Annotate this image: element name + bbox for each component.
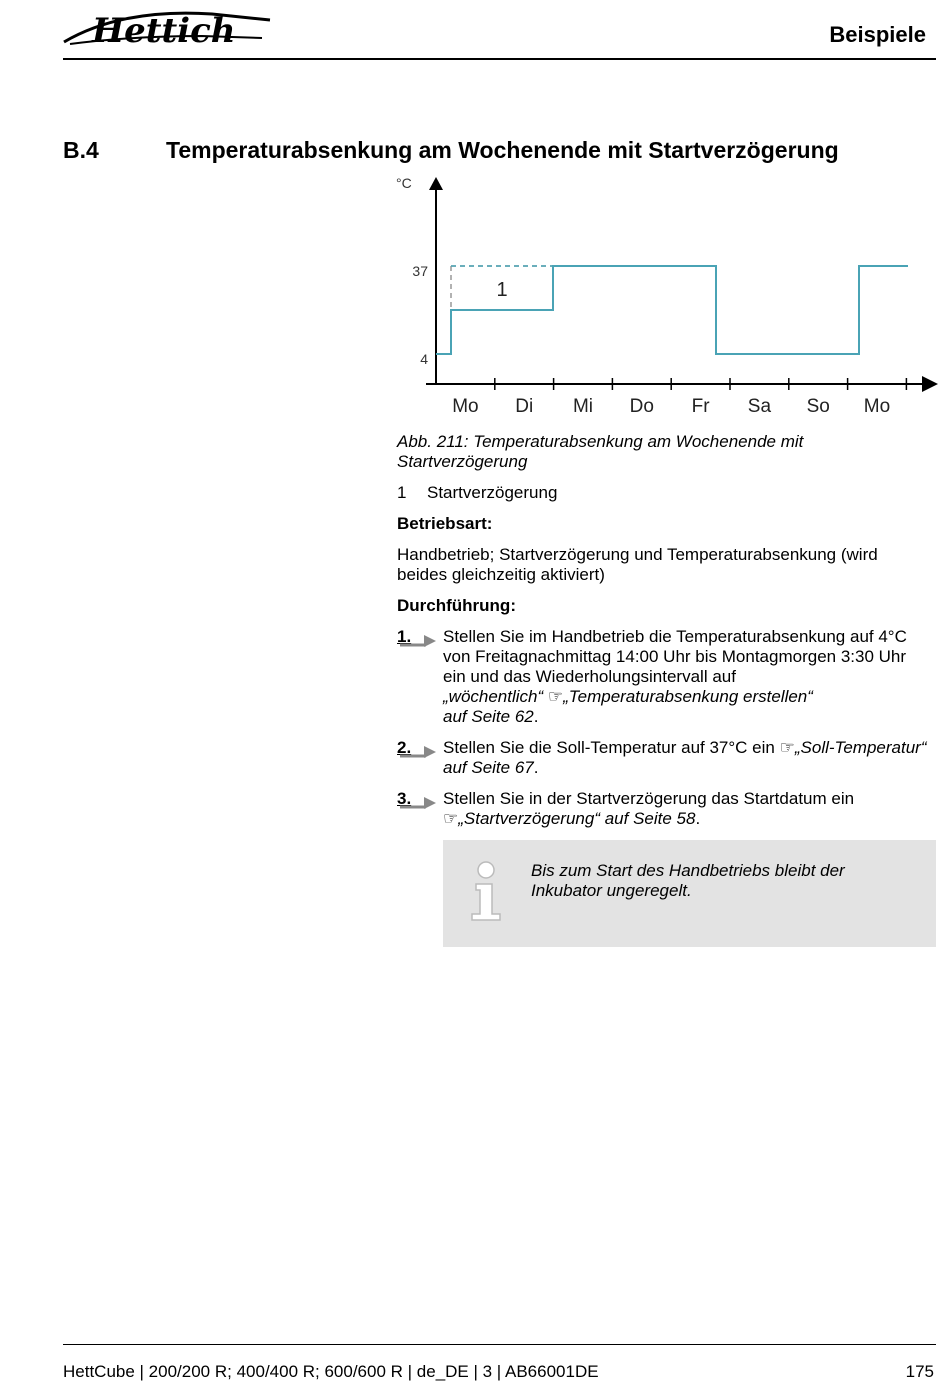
header-section-title: Beispiele bbox=[829, 22, 926, 47]
temperature-chart bbox=[396, 170, 940, 420]
info-icon bbox=[468, 860, 504, 922]
link-arrow-icon: ☞ bbox=[779, 738, 795, 757]
link-arrow-icon: ☞ bbox=[443, 809, 459, 828]
y-tick-label-37: 37 bbox=[412, 263, 428, 279]
footer-page-number: 175 bbox=[905, 1362, 934, 1381]
x-tick-label-mo: Mo bbox=[863, 396, 891, 417]
procedure-label: Durchführung: bbox=[397, 596, 516, 615]
step-end: . bbox=[695, 809, 701, 828]
svg-text:Hettich: Hettich bbox=[92, 11, 236, 50]
procedure-step-1 bbox=[397, 627, 927, 727]
step-link[interactable]: „Temperaturabsenkung erstellen“ bbox=[563, 687, 813, 706]
y-tick-label-4: 4 bbox=[420, 351, 428, 367]
header-rule bbox=[63, 58, 936, 60]
info-note-text: Bis zum Start des Handbetriebs bleibt der Inkubator ungeregelt. bbox=[531, 861, 845, 900]
step-link-page[interactable]: auf Seite 62 bbox=[443, 707, 534, 726]
step-link[interactable]: „Startverzögerung“ bbox=[458, 809, 600, 828]
step-number: 1. bbox=[397, 627, 412, 646]
section-number: B.4 bbox=[63, 137, 99, 163]
x-tick-label-fr: Fr bbox=[691, 396, 710, 417]
procedure-step-3 bbox=[397, 789, 927, 831]
x-tick-label-do: Do bbox=[629, 396, 654, 417]
hettich-logo bbox=[62, 6, 272, 50]
step-text: Stellen Sie im Handbetrieb die Temperaturabsenkung auf 4°C von Freitagnachmittag 14:00 Uhr bis Montagmorgen 3:30 Uhr ein und das Wiederholungsintervall auf bbox=[443, 627, 907, 686]
x-tick-label-mi: Mi bbox=[572, 396, 594, 417]
start-delay-label: 1 bbox=[496, 279, 508, 301]
step-arrow-icon bbox=[400, 793, 438, 811]
x-tick-label-so: So bbox=[806, 396, 830, 417]
figure-caption: Abb. 211: Temperaturabsenkung am Wochenende mit Startverzögerung bbox=[397, 432, 804, 471]
step-arrow-icon bbox=[400, 742, 438, 760]
step-text: Stellen Sie in der Startverzögerung das Startdatum ein bbox=[443, 789, 855, 808]
x-tick-label-di: Di bbox=[515, 396, 534, 417]
x-tick-label-mo: Mo bbox=[452, 396, 479, 417]
step-text: Stellen Sie die Soll-Temperatur auf 37°C ein bbox=[443, 738, 775, 757]
y-axis-label: °C bbox=[396, 175, 412, 191]
step-end: . bbox=[533, 707, 539, 726]
step-link-page[interactable]: auf Seite 58 bbox=[604, 809, 696, 828]
footer-document-id: HettCube | 200/200 R; 400/400 R; 600/600 R | de_DE | 3 | AB66001DE bbox=[63, 1362, 599, 1381]
mode-label: Betriebsart: bbox=[397, 514, 493, 533]
section-title: Temperaturabsenkung am Wochenende mit Startverzögerung bbox=[166, 137, 839, 163]
link-arrow-icon: ☞ bbox=[547, 687, 564, 706]
step-link[interactable]: „Soll-Temperatur“ bbox=[794, 738, 927, 757]
procedure-step-2 bbox=[397, 738, 927, 780]
figure-legend bbox=[397, 483, 927, 503]
step-arrow-icon bbox=[400, 631, 438, 649]
step-end: . bbox=[533, 758, 539, 777]
x-tick-label-sa: Sa bbox=[747, 396, 772, 417]
step-term: „wöchentlich“ bbox=[443, 687, 544, 706]
legend-number: 1 bbox=[397, 483, 407, 502]
step-number: 2. bbox=[397, 738, 412, 757]
x-axis-arrow bbox=[922, 376, 938, 392]
mode-text: Handbetrieb; Startverzögerung und Temperaturabsenkung (wird beides gleichzeitig aktiviert) bbox=[397, 545, 878, 584]
legend-text: Startverzögerung bbox=[427, 483, 558, 502]
y-axis-arrow bbox=[429, 177, 443, 190]
step-number: 3. bbox=[397, 789, 412, 808]
footer-rule bbox=[63, 1344, 936, 1345]
step-link-page[interactable]: auf Seite 67 bbox=[443, 758, 534, 777]
